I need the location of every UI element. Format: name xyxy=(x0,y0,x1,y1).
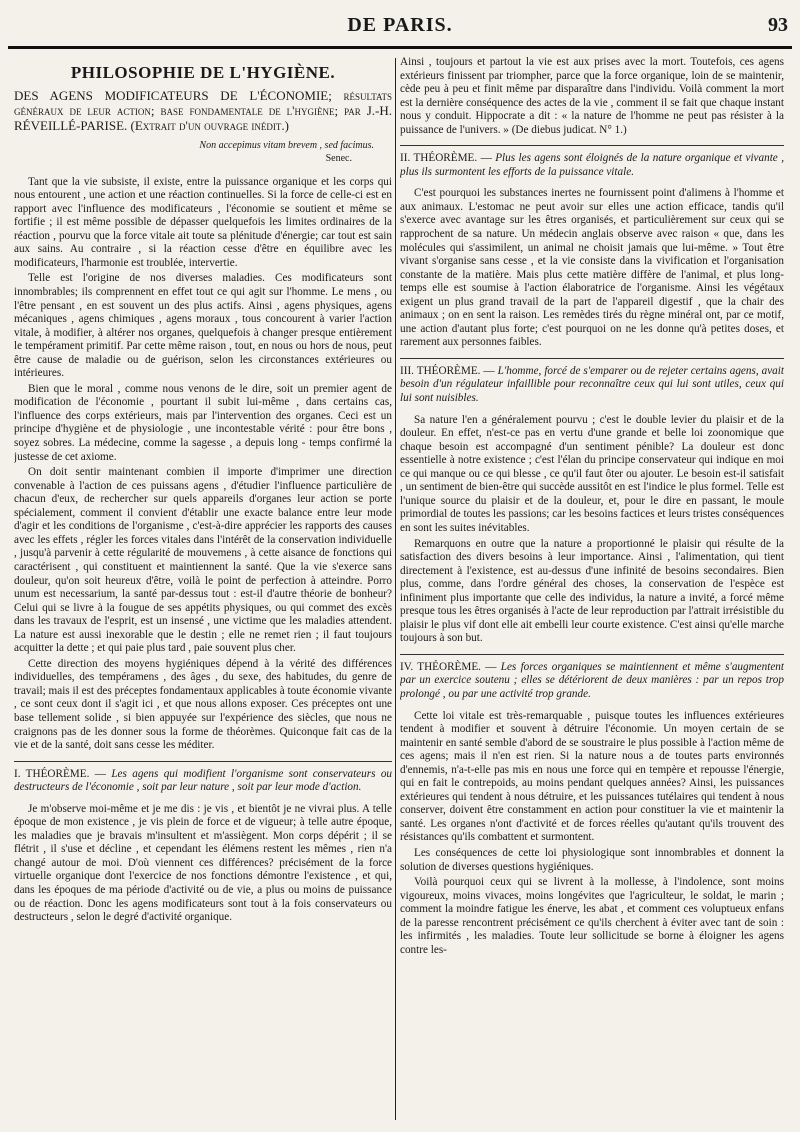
epigraph: Non accepimus vitam brevem , sed facimus. xyxy=(199,139,374,151)
theorem-number: III. THÉORÈME. — xyxy=(400,364,495,377)
theorem-number: I. THÉORÈME. — xyxy=(14,767,106,780)
paragraph: Je m'observe moi-même et je me dis : je vis , et bientôt je ne vivrai plus. A telle époque de mon existence , je vis plein de force et de vigueur; à telle autre époque, les maladies que je bravais m'insultent et m'assiègent. Mon corps dépérit ; il se flétrit , il s'use et décline , et cependant les élémens restent les mêmes , rien n'a changé autour de moi. D'où viennent ces différences? précisément de la force virtuelle organique dont l'exercice de nos fonctions démontre l'existence , et qui, dans les époques de ma période d'activité ou de vie, a plus ou moins de puissance ou de réaction. Donc les agens modificateurs sont tout à la fois conservateurs ou destructeurs , selon le degré d'activité organique. xyxy=(14,802,392,924)
paragraph: Tant que la vie subsiste, il existe, entre la puissance organique et les corps qui nous entourent , une action et une réaction continuelles. Si la force de celle-ci est en rapport avec l'influence des modificateurs , l'économie se soutient et même se fortifie ; il est même possible de dépasser quelquefois les limites ordinaires de la réaction , pourvu que la force vitale ait toute sa plénitude d'énergie; car tout est sain aux sains. Au contraire , si la réaction cesse d'être en équilibre avec les modificateurs, l'harmonie est troublée, intervertie. xyxy=(14,175,392,269)
page-number: 93 xyxy=(768,14,788,36)
column-divider xyxy=(395,58,396,1120)
paragraph: Les conséquences de cette loi physiologique sont innombrables et donnent la solution de diverses questions hygiéniques. xyxy=(400,846,784,873)
page-header xyxy=(0,0,800,44)
article-title: PHILOSOPHIE DE L'HYGIÈNE. xyxy=(70,63,336,82)
theorem-text: L'homme, forcé de s'emparer ou de rejeter certains agens, avait besoin d'un régulateur infaillible pour reconnaître ceux qui lui sont utiles, ceux qui lui sont nuisibles. xyxy=(400,364,784,405)
article-subtitle: DES AGENS MODIFICATEURS DE L'ÉCONOMIE; résultats généraux de leur action; base fondamentale de l'hygiène; par J.-H. RÉVEILLÉ-PARISE. (Extrait d'un ouvrage inédit.) xyxy=(14,87,392,133)
theorem-number: IV. THÉORÈME. — xyxy=(400,660,497,673)
theorem-3 xyxy=(400,358,784,406)
left-column xyxy=(14,56,392,1124)
theorem-text: Plus les agens sont éloignés de la nature organique et vivante , plus ils surmontent les efforts de la puissance vitale. xyxy=(400,152,784,178)
paragraph: Ainsi , toujours et partout la vie est aux prises avec la mort. Toutefois, ces agens extérieurs finissent par triompher, parce que la force organique, loin de se maintenir, cède peu à peu et finit même par disparaître dans l'individu. Voilà comment la mort est la dernière conséquence des actes de la vie , comment il se fait que chaque instant nous y conduit. Hippocrate a dit : « la nature de l'homme ne peut pas résister à la puissance de l'univers. » (De diebus judicat. N° 1.) xyxy=(400,56,784,136)
paragraph: Cette direction des moyens hygiéniques dépend à la vérité des différences individuelles, des tempéramens , des âges , du sexe, des habitudes, du genre de travail; mais il est des préceptes fondamentaux applicables à toute économie vivante , ce sont ceux dont il s'agit ici , et que nous allons exposer. Ces préceptes ont une base tellement solide , si bien appuyée sur l'expérience des siècles, que nous ne craignons pas de les donner sous la forme de théorèmes. Quiconque fait cas de la vie et de la santé, doit sans cesse les méditer. xyxy=(14,657,392,752)
paragraph: Cette loi vitale est très-remarquable , puisque toutes les influences extérieures tendent à modifier et souvent à détruire l'économie. Un moyen certain de se maintenir en santé semble d'abord de se soustraire le plus possible à l'action même de ces agens; mais il n'en est rien. Si la nature nous a de toutes parts environnés d'ennemis, n'a-t-elle pas mis en nous une force qui en tempère et repousse l'énergie, qui en fait le contrepoids, au moins pendant quelques années? Ainsi, les puissances extérieures qui tendent à nous détruire, et les puissances tutélaires qui tendent à nous conserver, doivent être constamment en action pour constituer la vie et maintenir la santé. Les organes n'ont d'activité et de forces réelles qu'autant qu'ils trouvent des résistances qu'ils combattent et surmontent. xyxy=(400,709,784,844)
paragraph: C'est pourquoi les substances inertes ne fournissent point d'alimens à l'homme et aux animaux. L'estomac ne peut avoir sur elles une action efficace, tandis qu'il s'exerce avec avantage sur les êtres organisés, et particulièrement sur ceux qui se rapprochent de sa nature. Un médecin anglais observe avec raison « que, dans les molécules qui s'assimilent, un animal ne choisit jamais que lui-même. » Tout être vivant s'organise sans cesse , et la vie consiste dans la vivification et l'organisation constante de la matière. Mais plus cette matière diffère de l'animal, et plus long-temps elle est soumise à l'action élaboratrice de l'organisme. Ainsi les végétaux exigent un plus grand travail de la part de l'appareil digestif , que la chair des animaux ; on en sent la raison. Les remèdes tirés du règne minéral ont, par ce motif, une action d'autant plus forte; c'est pourquoi on ne les donne qu'à petites doses, et rarement aux personnes faibles. xyxy=(400,187,784,349)
paragraph: Telle est l'origine de nos diverses maladies. Ces modificateurs sont innombrables; ils comprennent en effet tout ce qui agit sur l'homme. Le mens , ou l'être pensant , en est souvent un des plus actifs. Ainsi , agens physiques, agens mécaniques , agens chimiques , agens moraux , tous concourent à varier l'action vitale, à modifier, à altérer nos organes, quelquefois à changer presque entièrement le tempérament primitif. Par cette même raison , tout, en nous ou hors de nous, peut être cause de maladie ou de guérison, selon les circonstances extérieures ou intérieures. xyxy=(14,272,392,380)
theorem-2 xyxy=(400,145,784,179)
theorem-text: Les forces organiques se maintiennent et même s'augmentent par un exercice soutenu ; elles se détériorent de deux manières : par un repos trop prolongé , ou par une activité trop grande. xyxy=(400,660,784,700)
paragraph: Sa nature l'en a généralement pourvu ; c'est le double levier du plaisir et de la douleur. En effet, n'est-ce pas en vertu d'une grande et belle loi zoonomique que chaque besoin est accompagné d'un sentiment pénible? La douleur est donc essentielle à notre existence ; c'est l'élan du principe conservateur qui indique en moi ce qui manque ou ce qui blesse , ce qu'il faut ôter ou ajouter. Le besoin est-il satisfait , un sentiment de bien-être qui succède aussitôt en est l'indice le plus formel. Telle est l'unique source du plaisir et de la douleur, et, pour le dire en passant, le moule primordial de toutes les passions; car les besoins factices et leurs tristes conséquences en sont les suites inévitables. xyxy=(400,413,784,534)
theorem-number: II. THÉORÈME. — xyxy=(400,152,492,165)
paragraph: Remarquons en outre que la nature a proportionné le plaisir qui résulte de la satisfaction des divers besoins à leur importance. Ainsi , l'alimentation, qui tient directement à l'existence, est au-dessus d'une infinité de besoins secondaires. Bien plus, comme, dans l'ordre général des choses, la conservation de l'espèce est infiniment plus importante que celle des individus, la nature a invité, a forcé même presque tous les êtres organisés à l'acte de leur reproduction par l'attrait irrésistible du plaisir le plus vif dont elle ait embelli leur courte existence. C'est ainsi qu'elle marche toujours à son but. xyxy=(400,537,784,645)
right-column xyxy=(400,56,784,1124)
paragraph: Voilà pourquoi ceux qui se livrent à la mollesse, à l'indolence, sont moins vigoureux, moins vivaces, moins longévites que l'agriculteur, le soldat, le marin ; comment la moindre fatigue les énerve, les abat , et comment ces voluptueux enfans de la paresse rencontrent précisément ce qu'ils cherchent à éviter avec tant de soin : les infirmités , les maladies. Toute leur sollicitude se borne à éloigner les agens contre les- xyxy=(400,876,784,956)
theorem-text: Les agens qui modifient l'organisme sont conservateurs ou destructeurs de l'économie , soit par leur nature , soit par leur mode d'action. xyxy=(14,767,392,794)
theorem-4 xyxy=(400,654,784,702)
journal-title: DE PARIS. xyxy=(347,14,453,36)
header-rule xyxy=(8,46,792,49)
paragraph: Bien que le moral , comme nous venons de le dire, soit un premier agent de modification de l'économie , pourtant il subit lui-même , dans certains cas, l'influence des corps extérieurs, mais par l'intervention des organes. Ceci est un principe d'hygiène et de physiologie , une incontestable vérité : pour être bons , soyez sobres. La médecine, comme la sagesse , a depuis long - temps confirmé la justesse de cet axiome. xyxy=(14,382,392,463)
epigraph-source: Senec. xyxy=(325,153,352,165)
theorem-1 xyxy=(14,761,392,795)
paragraph: On doit sentir maintenant combien il importe d'imprimer une direction convenable à l'action de ces puissans agens , d'étudier l'influence particulière de chacun d'eux, de rechercher sur quels appareils d'organes leur action se porte spécialement, comment il convient d'établir une exacte balance entre leur mode d'agir et les conditions de l'organisme , c'est-à-dire apprécier les rapports des causes avec les effets , régler les forces vitales dans l'intérêt de la conservation individuelle , jusqu'à parvenir à cette régularité de mouvemens , à cette aisance de fonctions qui caractérisent , qui constituent et maintiennent la santé. Que la vie s'exerce sans douleur, qu'on soit heureux d'être, voilà le point de perfection à atteindre. Porro unum est necessarium, la santé par-dessus tout : est-il d'autre théorie de bonheur? Celui qui se livre à la fougue de ses appétits physiques, ou qui commet des excès dans les travaux de l'esprit, est un insensé , une victime que les maladies attendent. La nature est aussi inexorable que le destin ; elle ne remet rien ; il faut toujours acquitter la dette ; et qui paie plus tard , paie souvent plus cher. xyxy=(14,466,392,655)
